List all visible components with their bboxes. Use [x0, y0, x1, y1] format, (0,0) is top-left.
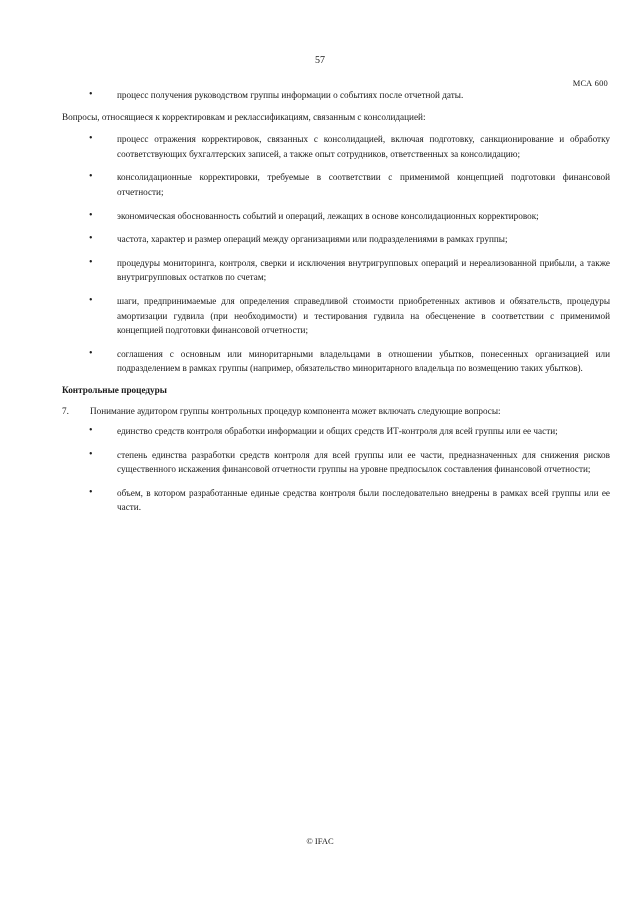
- list-item: [62, 232, 610, 247]
- list-item: [62, 256, 610, 285]
- list-item-text: экономическая обоснованность событий и операций, лежащих в основе консолидационных корректировок;: [117, 210, 539, 221]
- section-intro: Вопросы, относящиеся к корректировкам и реклассификациям, связанным с консолидацией:: [62, 111, 426, 122]
- paragraph-text: Понимание аудитором группы контрольных процедур компонента может включать следующие вопросы:: [90, 405, 501, 416]
- bullet-icon: •: [89, 425, 93, 437]
- list-item-text: единство средств контроля обработки информации и общих средств ИТ-контроля для всей группы или ее части;: [117, 426, 558, 437]
- list-item-text: объем, в котором разработанные единые средства контроля были последовательно внедрены в рамках всей группы или ее части.: [117, 487, 610, 513]
- section-heading: Контрольные процедуры: [62, 384, 167, 395]
- controls-bullet-list: [62, 424, 610, 515]
- bullet-icon: •: [89, 89, 93, 100]
- list-item-text: процесс отражения корректировок, связанных с консолидацией, включая подготовку, санкционирование и обработку соответствующих бухгалтерских записей, а также опыт сотрудников, ответственных за консолидацию;: [117, 134, 610, 159]
- list-item-text: консолидационные корректировки, требуемые в соответствии с применимой концепцией подготовки финансовой отчетности;: [117, 172, 610, 197]
- page-number: 57: [315, 55, 325, 66]
- list-item-text: соглашения с основным или миноритарными владельцами в отношении убытков, понесенных организацией или подразделением в рамках группы (например, обязательство миноритарного владельца по возмещению таких убытков).: [117, 348, 610, 374]
- list-item: [62, 424, 610, 439]
- list-item-text: процедуры мониторинга, контроля, сверки и исключения внутригрупповых операций и нереализованной прибыли, а также внутригрупповых остатков по счетам;: [117, 257, 610, 283]
- bullet-icon: •: [89, 171, 93, 183]
- document-body: [62, 88, 610, 515]
- list-item: [62, 132, 610, 161]
- bullet-icon: •: [89, 233, 93, 245]
- list-item-text: процесс получения руководством группы информации о событиях после отчетной даты.: [117, 90, 464, 100]
- bullet-icon: •: [89, 486, 93, 498]
- numbered-paragraph: [62, 404, 610, 419]
- bullet-icon: •: [89, 347, 93, 359]
- list-item: [62, 209, 610, 224]
- consolidation-bullet-list: [62, 132, 610, 376]
- bullet-icon: •: [89, 256, 93, 268]
- list-item-text: частота, характер и размер операций между организациями или подразделениями в рамках группы;: [117, 234, 508, 245]
- standard-label: МСА 600: [572, 78, 608, 88]
- list-item: [62, 294, 610, 338]
- list-item: [62, 486, 610, 515]
- bullet-icon: •: [89, 448, 93, 460]
- list-item-text: степень единства разработки средств контроля для всей группы или ее части, предназначенных для снижения рисков существенного искажения финансовой отчетности группы на уровне предпосылок составления финансовой отчетности;: [117, 449, 610, 475]
- bullet-icon: •: [89, 294, 93, 306]
- list-item: [62, 88, 610, 103]
- bullet-icon: •: [89, 209, 93, 221]
- copyright-footer: © IFAC: [306, 836, 334, 846]
- list-item: [62, 347, 610, 376]
- list-item-text: шаги, предпринимаемые для определения справедливой стоимости приобретенных активов и обязательств, процедуры амортизации гудвила (при необходимости) и тестирования гудвила на обесценение в соответствии с применимой концепцией подготовки финансовой отчетности;: [117, 295, 610, 336]
- bullet-icon: •: [89, 133, 93, 145]
- paragraph-number: 7.: [62, 405, 69, 416]
- list-item: [62, 448, 610, 477]
- list-item: [62, 170, 610, 199]
